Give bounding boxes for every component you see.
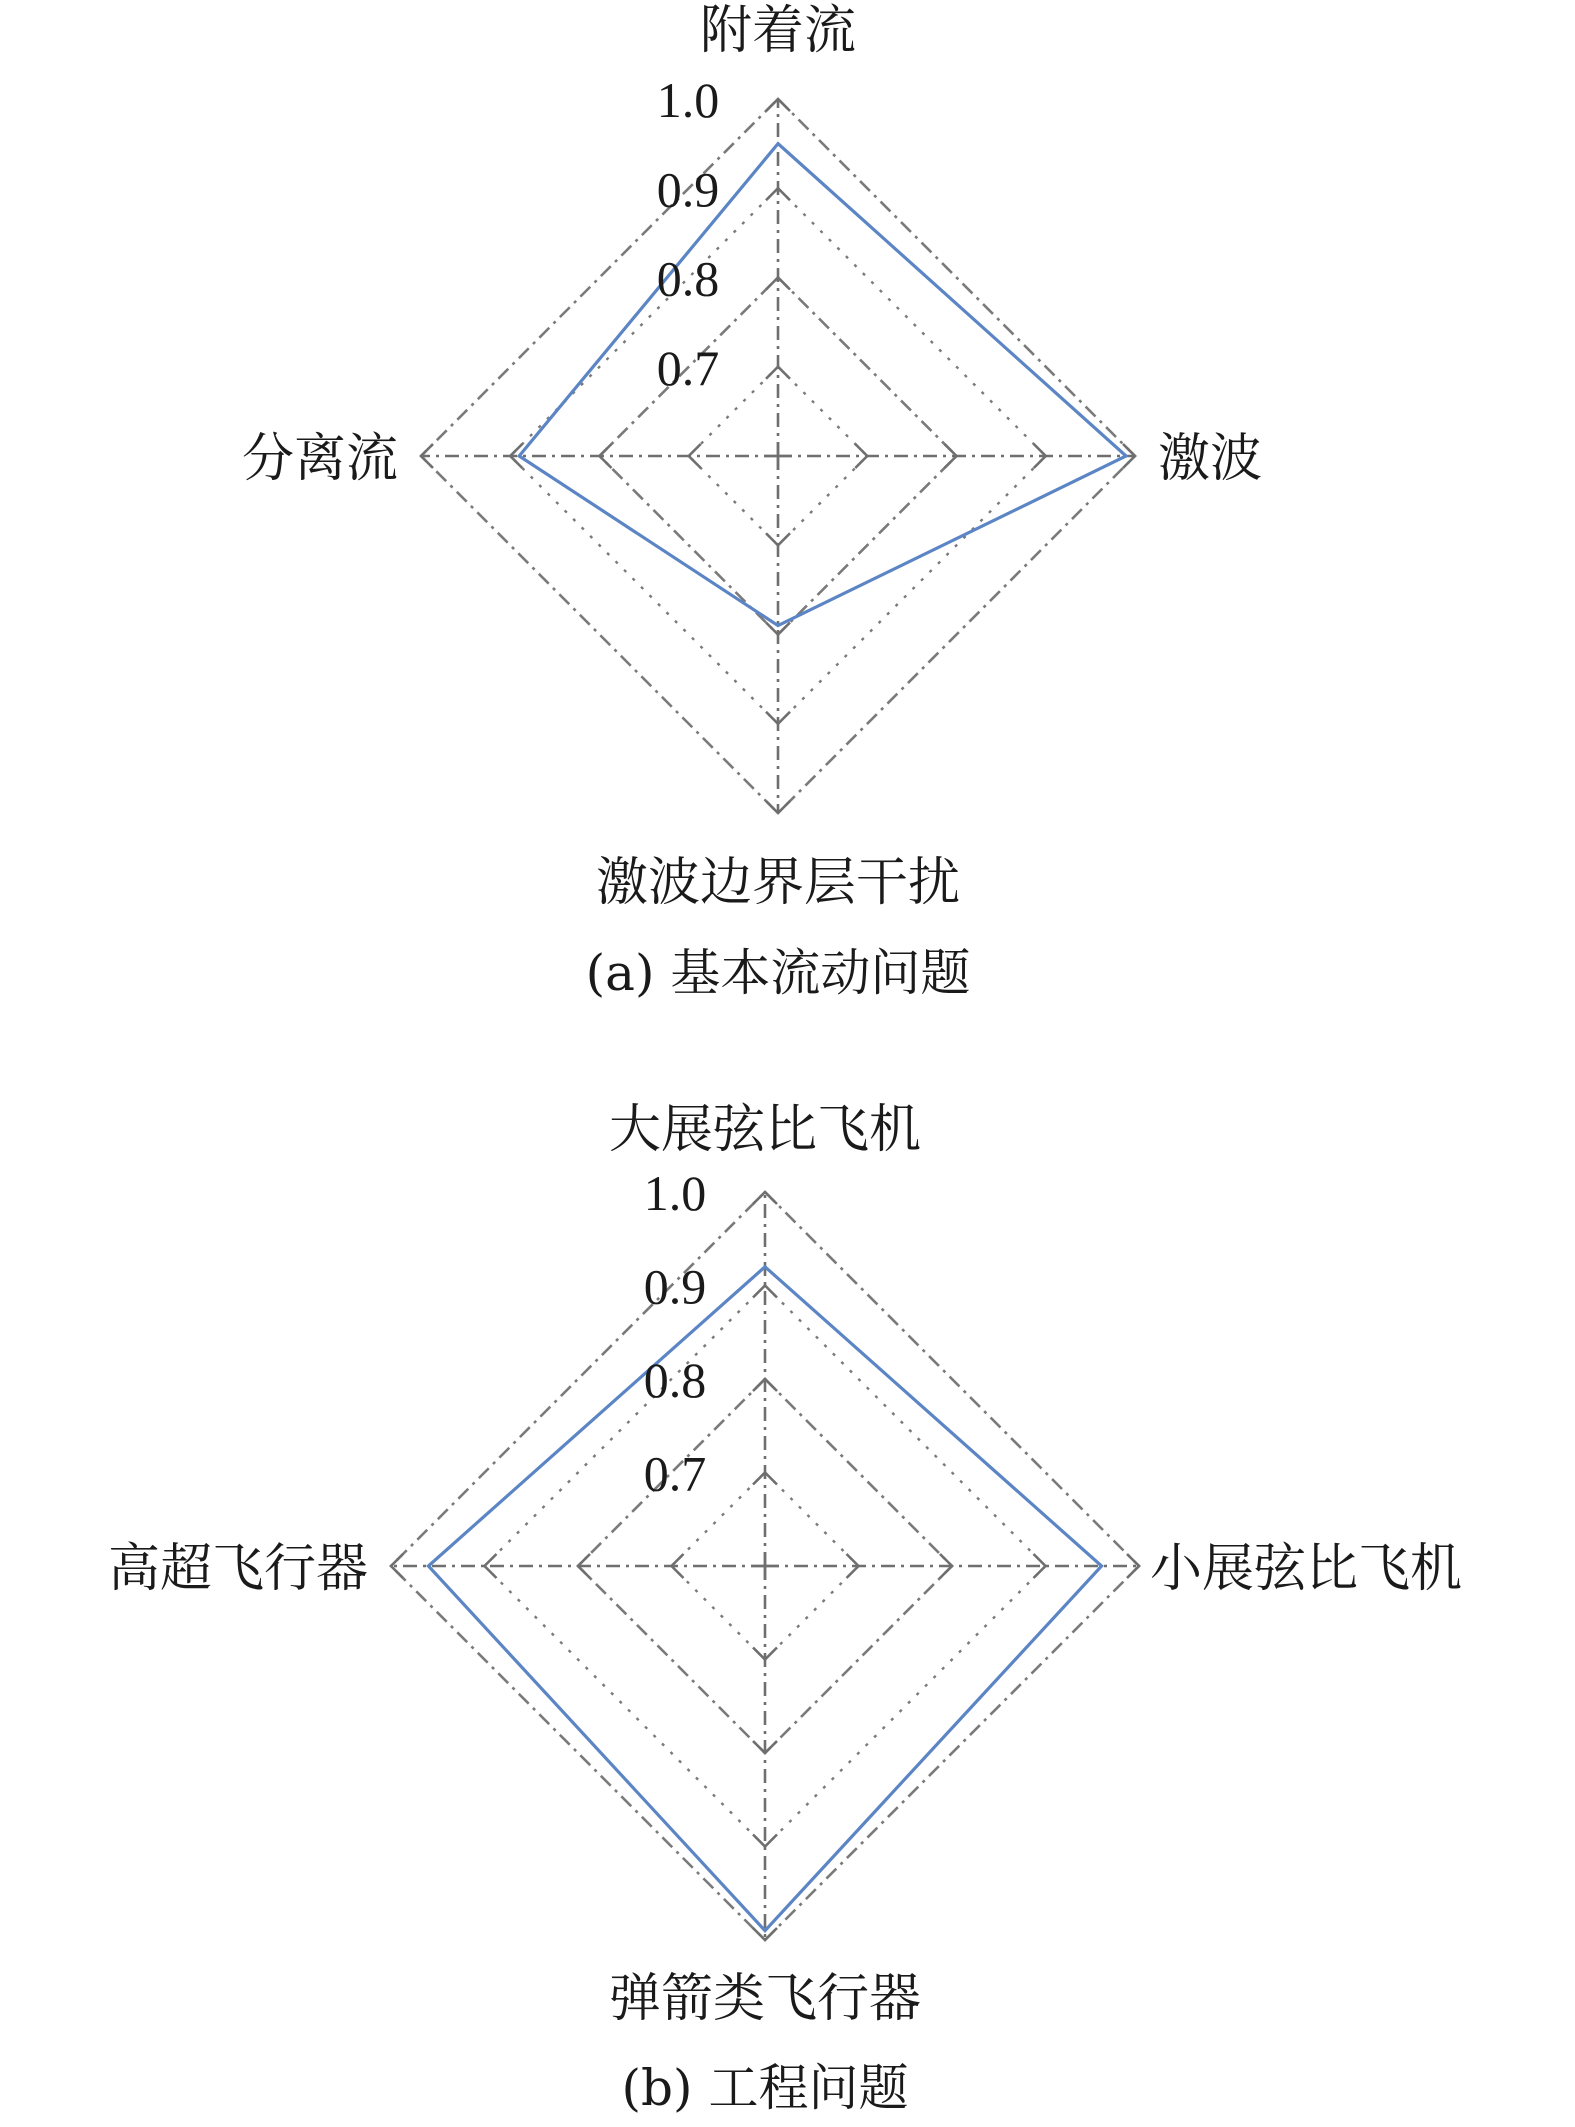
tick-label: 0.9 xyxy=(656,161,720,218)
axis-label-right: 激波 xyxy=(1158,429,1263,489)
tick-label: 0.9 xyxy=(643,1258,707,1315)
axis-label-left: 高超飞行器 xyxy=(107,1539,368,1599)
tick-label: 1.0 xyxy=(656,72,720,128)
radar-chart-a xyxy=(242,1,1262,1002)
tick-label: 0.7 xyxy=(656,339,720,396)
data-series-line xyxy=(519,144,1126,626)
tick-label: 1.0 xyxy=(643,1165,707,1221)
chart-caption: (a) 基本流动问题 xyxy=(585,944,971,1002)
tick-label: 0.8 xyxy=(656,250,720,307)
axis-label-top: 附着流 xyxy=(699,1,857,61)
axis-label-bottom: 弹箭类飞行器 xyxy=(608,1969,922,2029)
axis-label-right: 小展弦比飞机 xyxy=(1150,1539,1463,1599)
axis-label-left: 分离流 xyxy=(241,429,398,489)
tick-label: 0.8 xyxy=(643,1352,707,1408)
axis-arrowhead xyxy=(766,278,790,290)
axis-arrowhead xyxy=(945,444,957,468)
chart-caption: (b) 工程问题 xyxy=(621,2059,909,2117)
tick-label: 0.7 xyxy=(643,1445,707,1502)
axis-label-bottom: 激波边界层干扰 xyxy=(595,853,961,913)
radar-chart-b xyxy=(108,1100,1462,2117)
axis-arrowhead xyxy=(600,444,612,468)
axis-label-top: 大展弦比飞机 xyxy=(608,1100,922,1160)
